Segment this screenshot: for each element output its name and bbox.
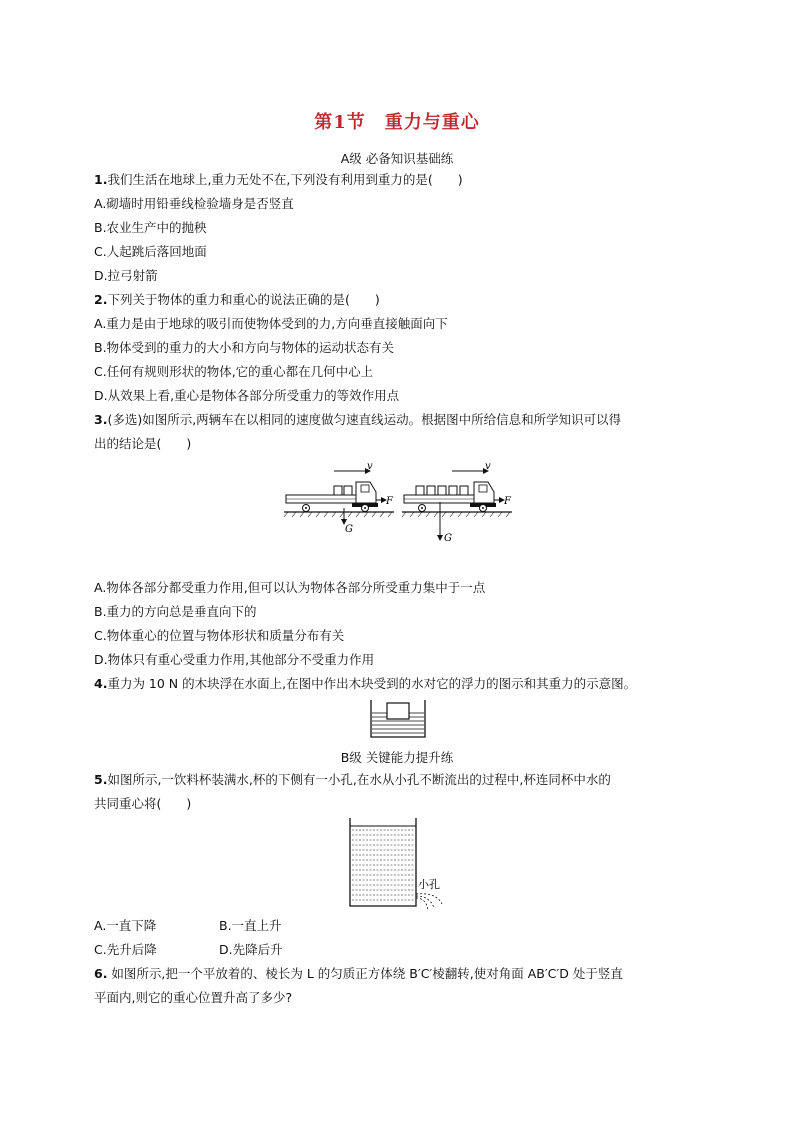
q5-number: 5. [94,772,108,787]
q2-option-c: C.任何有规则形状的物体,它的重心都在几何中心上 [94,364,374,379]
q4-stem [94,676,636,692]
q3-truck-figure [282,462,518,546]
q5-option-c: C.先升后降 [94,942,157,957]
q5-stem-line2: 共同重心将( ) [94,796,192,811]
water-fill [352,830,414,900]
q1-option-b: B.农业生产中的抛秧 [94,220,207,235]
velocity-label-left: v [367,462,373,472]
q6-stem-line2: 平面内,则它的重心位置升高了多少? [94,990,293,1005]
ground-hatch-left [284,512,392,517]
q1-stem [94,172,463,188]
q1-number: 1. [94,172,108,187]
level-a-heading: A级 必备知识基础练 [340,151,454,166]
gravity-label-right: G [444,533,452,544]
q6-stem-text: 如图所示,把一个平放着的、棱长为 L 的匀质正方体绕 B′C′棱翻转,使对角面 AB′C′D 处于竖直 [107,966,623,981]
force-label-right: F [504,496,511,507]
q1-option-d: D.拉弓射箭 [94,268,158,283]
q1-option-c: C.人起跳后落回地面 [94,244,207,259]
q2-option-a: A.重力是由于地球的吸引而使物体受到的力,方向垂直接触面向下 [94,316,448,331]
cargo-box [438,486,446,495]
wood-block [387,703,409,719]
q5-option-d: D.先降后升 [219,942,283,957]
q4-stem-text: 重力为 10 N 的木块浮在水面上,在图中作出木块受到的水对它的浮力的图示和其重力的示意图。 [107,676,637,691]
cargo-box [334,486,342,495]
cargo-box [460,486,468,495]
q4-floating-block-figure [368,698,428,740]
q5-stem-text: 如图所示,一饮料杯装满水,杯的下侧有一小孔,在水从小孔不断流出的过程中,杯连同杯中水的 [107,772,611,787]
q3-stem-line2: 出的结论是( ) [94,436,192,451]
truck-right [402,462,512,544]
q3-stem-text: (多选)如图所示,两辆车在以相同的速度做匀速直线运动。根据图中所给信息和所学知识可以得 [107,412,622,427]
cargo-box [427,486,435,495]
small-hole-label: 小孔 [418,878,440,891]
q1-stem-text: 我们生活在地球上,重力无处不在,下列没有利用到重力的是( ) [107,172,463,187]
velocity-label-right: v [485,462,491,472]
q6-number: 6. [94,966,108,981]
q2-option-d: D.从效果上看,重心是物体各部分所受重力的等效作用点 [94,388,400,403]
q5-cup-figure [346,816,450,912]
q4-number: 4. [94,676,108,691]
force-label-left: F [386,496,393,507]
q6-stem-line1 [94,966,623,982]
q3-option-d: D.物体只有重心受重力作用,其他部分不受重力作用 [94,652,375,667]
q2-option-b: B.物体受到的重力的大小和方向与物体的运动状态有关 [94,340,395,355]
q2-stem-text: 下列关于物体的重力和重心的说法正确的是( ) [107,292,380,307]
q3-option-a: A.物体各部分都受重力作用,但可以认为物体各部分所受重力集中于一点 [94,580,486,595]
page-title: 第1节 重力与重心 [314,112,480,133]
cargo-box [344,486,352,495]
q2-stem [94,292,380,308]
truck-left [284,462,394,535]
q3-number: 3. [94,412,108,427]
cargo-box [449,486,457,495]
water-stream [416,894,442,910]
q3-option-c: C.物体重心的位置与物体形状和质量分布有关 [94,628,345,643]
q3-stem-line1 [94,412,621,428]
gravity-label-left: G [345,524,353,535]
q2-number: 2. [94,292,108,307]
q3-option-b: B.重力的方向总是垂直向下的 [94,604,257,619]
ground-hatch-right [402,512,510,517]
q1-option-a: A.砌墙时用铅垂线检验墙身是否竖直 [94,196,294,211]
level-b-heading: B级 关键能力提升练 [340,750,454,765]
q5-stem-line1 [94,772,611,788]
cup [350,818,416,906]
q5-option-b: B.一直上升 [219,918,282,933]
cargo-box [416,486,424,495]
q5-option-a: A.一直下降 [94,918,157,933]
